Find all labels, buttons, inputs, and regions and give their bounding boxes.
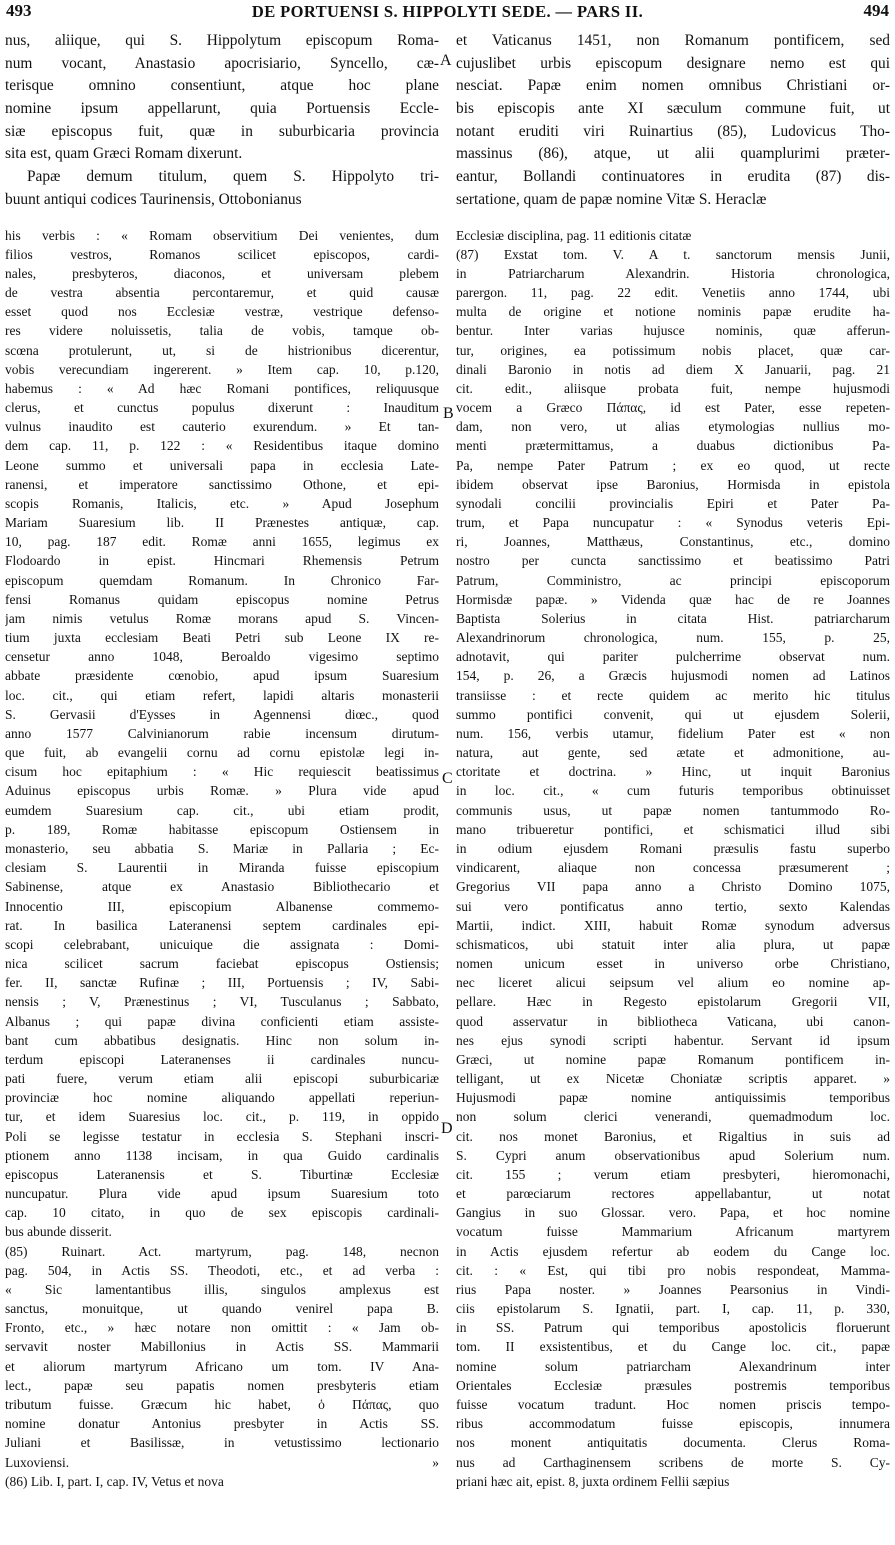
footnote-line: Fronto, etc., » hæc notare non omittit : « Jam ob- (5, 1320, 439, 1336)
margin-marker-c: C (442, 770, 453, 787)
footnote-line: Alexandrinorum chronologica, num. 155, p. 25, (456, 630, 890, 646)
footnote-line: priani hæc ait, epist. 8, juxta ordinem Fellii sæpius (456, 1473, 730, 1489)
footnote-line: nos monent antiquitatis documenta. Clerus Roma- (456, 1435, 890, 1451)
running-title: DE PORTUENSI S. HIPPOLYTI SEDE. — PARS II. (251, 2, 644, 21)
footnote-line: nes ejus synodi scripti habentur. Servant id ipsum (456, 1032, 890, 1048)
footnote-line: Aduinus episcopus urbis Romæ. » Plura vide apud (5, 783, 439, 799)
footnote-line: Leone summo et universali papa in ecclesia Late- (5, 457, 439, 473)
footnote-line: provinciæ hoc nomine aliquando appellati reperiun- (5, 1090, 439, 1106)
footnote-line: Hormisdæ papæ. » Videnda quæ hac de re Joannes (456, 591, 890, 607)
footnote-line: nus ad Carthaginensem scribens de morte S. Cy- (456, 1454, 890, 1470)
text-line: Papæ demum titulum, quem S. Hippolyto tri- (27, 168, 439, 186)
footnote-line: fuisse vocatum tradunt. Hoc nomen priscis tempo- (456, 1396, 890, 1412)
footnote-line: tom. II exsistentibus, et du Cange loc. cit., papæ (456, 1339, 890, 1355)
footnote-line: Gangius in suo Glossar. vero. Papa, et hoc nomine (456, 1205, 890, 1221)
footnote-line: bus abunde disserit. (5, 1224, 112, 1240)
footnote-line: Hujusmodi papæ nomine antiquissimis temporibus (456, 1090, 890, 1106)
footnote-line: nensis ; V, Prænestinus ; VI, Tusculanus ; Sabbato, (5, 994, 439, 1010)
page-number-left: 493 (6, 1, 32, 20)
footnote-line: in odium ejusdem Romani præsulis fastu superbo (456, 841, 890, 856)
left-column (5, 30, 439, 1491)
text-line: nus, aliique, qui S. Hippolytum episcopum Roma- (5, 32, 439, 49)
footnote-line: Mariam Suaresium lib. II Prænestes antiquæ, cap. (5, 515, 439, 531)
footnote-line: Juliani et Basilissæ, in vetustissimo lectionario (5, 1435, 439, 1451)
footnote-line: Sabinense, atque ex Anastasio Bibliothecario et (5, 879, 439, 895)
margin-marker-a: A (440, 52, 452, 69)
footnote-line: bant cum abbatibus designatis. Hinc non solum in- (5, 1032, 439, 1048)
footnote-line: « Sic lamentantibus illis, singulos amplexus est (5, 1281, 439, 1297)
footnote-line: vocatum fuisse Mammarium Africanum martyrem (456, 1224, 890, 1240)
footnote-line: mano tribueretur pontifici, et schismatici illud sibi (456, 821, 890, 837)
footnote-line: ptionem anno 1138 incisam, in qua Guido cardinalis (5, 1147, 439, 1163)
text-line: massinus (86), atque, ut alii quamplurimi præter- (456, 145, 890, 163)
footnote-line: loc. cit., qui etiam refert, lapidi altaris monasterii (5, 687, 439, 703)
footnote-line: menti prætermittamus, a duabus dictionibus Pa- (456, 438, 890, 454)
text-line: nesciat. Papæ enim nomen omnibus Christiani or- (456, 77, 890, 95)
footnote-line: pellare. Hæc in Regesto epistolarum Gregorii VII, (456, 994, 890, 1010)
margin-marker-b: B (443, 405, 454, 422)
footnote-line: parergon. 11, pag. 22 edit. Venetiis anno 1744, ubi (456, 285, 890, 301)
footnote-line: Martii, indict. XIII, habuit Romæ synodum adversus (456, 917, 890, 933)
footnote-line: cit. nos monet Baronius, et Rigaltius in suis ad (456, 1128, 890, 1144)
footnote-line: adnotavit, qui pariter pulcherrime observat num. (456, 649, 890, 665)
footnote-line: et aliorum martyrum Africano um tom. IV Ana- (5, 1358, 439, 1374)
footnote-line: non solum clerici venerandi, quemadmodum loc. (456, 1109, 890, 1125)
footnote-line: ri, Joannes, Matthæus, Constantinus, etc., domino (456, 534, 890, 550)
footnote-line: cisum hoc epitaphium : « Hic requiescit beatissimus (5, 764, 439, 780)
right-main-text (456, 30, 890, 212)
footnote-line: cit. 155 ; verum etiam presbyteri, hieromonachi, (456, 1166, 890, 1182)
left-main-text (5, 30, 439, 212)
margin-marker-d: D (441, 1120, 453, 1137)
footnote-line: ribus accommodatum fuisse episcopis, innumera (456, 1416, 890, 1432)
footnote-line: clerus, et cunctus populus dixerunt : Inauditum (5, 400, 439, 416)
text-line: sertatione, quam de papæ nomine Vitæ S. Heraclæ (456, 190, 767, 208)
footnote-line: tium juxta ecclesiam Beati Petri sub Leone IX re- (5, 630, 439, 646)
footnote-line: Baptista Solerius in citata Hist. patriarcharum (456, 610, 890, 626)
footnote-line: vulnus inaudito est cauterio exurendum. » Et tan- (5, 419, 439, 435)
footnote-line: bentur. Inter varias hujusce nominis, quæ afferun- (456, 323, 890, 339)
footnote-line: tur, origines, ea potissimum nobis placet, quæ car- (456, 342, 890, 358)
footnote-line: scœna protulerunt, ut, si de histrionibus dicerentur, (5, 342, 439, 358)
footnote-line: natura, aut gente, sed ætate et admonitione, au- (456, 745, 890, 761)
right-column (456, 30, 890, 1491)
footnote-line: censetur anno 1048, Beroaldo vigesimo septimo (5, 649, 439, 665)
footnote-line: rat. In basilica Lateranensi septem cardinales epi- (5, 917, 439, 933)
footnote-line: ciis epistolarum S. Ignatii, part. I, cap. 11, p. 330, (456, 1301, 890, 1317)
footnote-line: Ecclesiæ disciplina, pag. 11 editionis citatæ (456, 227, 692, 243)
footnote-line: 154, p. 26, a Græcis hujusmodi nomen ad Latinos (456, 668, 890, 684)
footnote-line: Orientales Ecclesiæ præsules postremis temporibus (456, 1377, 890, 1393)
footnote-line: que fuit, ab evangelii cornu ad cornu epistolæ legi in- (5, 745, 439, 761)
footnote-line: servavit noster Mabillonius in Actis SS. Mammarii (5, 1339, 439, 1355)
footnote-line: nostro per cuncta sanctissimo et beatissimo Patri (456, 553, 890, 569)
text-line: buunt antiqui codices Taurinensis, Ottobonianus (5, 190, 302, 208)
footnote-line: abbate præsidente cœnobio, apud ipsum Suaresium (5, 668, 439, 684)
footnote-line: in SS. Patrum qui temporibus apostolicis floruerunt (456, 1320, 890, 1336)
footnote-line: lect., papæ seu papatis nomen presbyteris etiam (5, 1377, 439, 1393)
footnote-line: tributum fuisse. Græcum hic habet, ὁ Πάπας, quo (5, 1396, 439, 1412)
footnote-line: multa de origine et notione nominis papæ erudite ha- (456, 304, 890, 320)
footnote-line: monasterio, seu abbatia S. Mariæ in Pallaria ; Ec- (5, 841, 439, 856)
footnote-line: (86) Lib. I, part. I, cap. IV, Vetus et nova (5, 1473, 224, 1489)
footnote-line: clesiam S. Laurentii in Miranda fuisse episcopium (5, 860, 439, 876)
footnote-line: Innocentio III, episcopium Albanense commemo- (5, 898, 439, 914)
footnote-line: terdum episcopi Lateranenses ii cardinales nuncu- (5, 1051, 439, 1067)
text-line: terisque omnino consentiunt, atque hoc plane (5, 77, 439, 95)
footnote-line: rius Papa noster. » Joannes Pearsonius in Vindi- (456, 1281, 890, 1297)
text-line: bis episcopis ante XI sæculum commune fuit, ut (456, 100, 890, 118)
footnote-line: anno 1577 Calvinianorum rabie incensum dirutum- (5, 725, 439, 741)
footnote-line: transiisse : et recte quidem ac merito hic titulus (456, 687, 890, 703)
text-line: sita est, quam Græci Romam dixerunt. (5, 145, 243, 163)
footnote-line: Pa, nempe Pater Patrum ; ex eo quod, ut recte (456, 457, 890, 473)
footnote-line: Græci, ut nomine papæ Romanum pontificem in- (456, 1051, 890, 1067)
footnote-line: tur, et idem Suaresius loc. cit., p. 119, in oppido (5, 1109, 439, 1125)
footnote-line: pag. 504, in Actis SS. Theodoti, etc., et ad verba : (5, 1262, 439, 1278)
footnote-line: nales, presbyteros, diaconos, et universam plebem (5, 265, 439, 281)
footnote-line: Poli se legisse testatur in ecclesia S. Stephani inscri- (5, 1128, 439, 1144)
text-line: cujuslibet urbis episcopum designare nemo est qui (456, 54, 890, 72)
footnote-line: fer. II, sanctæ Rufinæ ; III, Portuensis ; IV, Sabi- (5, 975, 439, 991)
footnote-line: (87) Exstat tom. V. A t. sanctorum mensis Junii, (456, 246, 890, 262)
text-line: num vocant, Anastasio apocrisiario, Syncello, cæ- (5, 54, 439, 72)
footnote-line: (85) Ruinart. Act. martyrum, pag. 148, necnon (5, 1243, 439, 1259)
footnote-line: summo pontifici convenit, qui ut ejusdem Solerii, (456, 706, 890, 722)
text-line: et Vaticanus 1451, non Romanum pontificem, sed (456, 32, 890, 49)
footnote-line: his verbis : « Romam observitium Dei venientes, dum (5, 227, 439, 243)
footnote-line: scopi celebrabant, unicuique die assignata : Domi- (5, 936, 439, 952)
footnote-line: et parœciarum rectores appellabantur, ut notat (456, 1186, 890, 1202)
footnote-line: episcopus Lateranensis et S. Tiburtinæ Ecclesiæ (5, 1166, 439, 1182)
footnote-line: cit. edit., aliisque probata fuit, nempe hujusmodi (456, 380, 890, 396)
footnote-line: 10, pag. 187 edit. Romæ anni 1655, legimus ex (5, 534, 439, 550)
footnote-line: communis usus, ut papæ nomen tantummodo Ro- (456, 802, 890, 818)
footnote-line: nomine solum patriarcham Alexandrinum inter (456, 1358, 890, 1374)
footnote-line: ctoritate et doctrina. » Hinc, ut inquit Baronius (456, 764, 890, 780)
footnote-line: scopis Romanis, Italicis, etc. » Apud Josephum (5, 495, 439, 511)
footnote-line: sui vero pontificatus anno tertio, sexto Kalendas (456, 898, 890, 914)
footnote-line: quod asservatur in bibliotheca Vaticana, ubi canon- (456, 1013, 890, 1029)
footnote-line: cap. 10 citato, in quo de sex episcopis cardinali- (5, 1205, 439, 1221)
footnote-line: sanctus, monuitque, ut quando venirel papa B. (5, 1301, 439, 1317)
footnote-line: Luxoviensi. » (5, 1454, 439, 1470)
footnote-line: nica scilicet sacrum faciebat episcopus Ostiensis; (5, 956, 439, 972)
footnote-line: nomine donatur Antonius presbyter in Actis SS. (5, 1416, 439, 1432)
footnote-line: in Patriarcharum Alexandrin. Historia chronologica, (456, 265, 890, 281)
page-number-right: 494 (863, 1, 889, 20)
footnote-line: num. 156, verbis utamur, fidelium Pater est « non (456, 725, 890, 741)
footnote-line: ranensi, et imperatore sanctissimo Othone, et epi- (5, 476, 439, 492)
footnote-line: ibidem observat ipse Baronius, Hormisda in epistola (456, 476, 890, 492)
footnote-line: Patrum, Comministro, ac principi episcoporum (456, 572, 890, 588)
text-line: eantur, Bollandi continuatores in erudita (87) dis- (456, 168, 890, 186)
footnote-line: telligant, ut ex Nicetæ Choniatæ scriptis apparet. » (456, 1071, 890, 1087)
footnote-line: schismaticos, ubi statuit inter alia plura, ut papæ (456, 936, 890, 952)
footnote-line: in Actis ejusdem refertur ab eodem du Cange loc. (456, 1243, 890, 1259)
footnote-line: fensi Romanus quidam episcopus nomine Petrus (5, 591, 439, 607)
footnote-line: de vestra absentia percontaremur, et quid causæ (5, 285, 439, 301)
footnote-line: vindicarent, aliaque non concessa præsumerent ; (456, 860, 890, 876)
footnote-line: cit. : « Est, qui tibi pro nobis respondeat, Mamma- (456, 1262, 890, 1278)
footnote-line: pati fuere, verum etiam alii episcopi suburbicariæ (5, 1071, 439, 1087)
footnote-line: nomen unicum esset in universo orbe Christiano, (456, 956, 890, 972)
footnote-line: in loc. cit., « cum futuris temporibus obtinuisset (456, 783, 890, 799)
left-notes-text (5, 226, 439, 1491)
footnote-line: vocem a Græco Πάπας, id est Pater, esse repeten- (456, 400, 890, 416)
column-separator (456, 212, 890, 226)
footnote-line: filios vestros, Romanos scilicet episcopos, cardi- (5, 246, 439, 262)
footnote-line: nec liceret alicui seipsum vel alium eo nomine ap- (456, 975, 890, 991)
footnote-line: esset quod nos Ecclesiæ vestræ, vestrique defenso- (5, 304, 439, 320)
footnote-line: episcopum quemdam Romanum. In Chronico Far- (5, 572, 439, 588)
footnote-line: eumdem Suaresium cap. cit., ubi etiam prodit, (5, 802, 439, 818)
footnote-line: vobis verecundiam ingererent. » Item cap. 10, p.120, (5, 361, 439, 377)
footnote-line: dam, non vero, ut alias etymologias nullius mo- (456, 419, 890, 435)
text-line: siæ episcopus fuit, quæ in suburbicaria provincia (5, 122, 439, 140)
right-notes-text (456, 226, 890, 1491)
footnote-line: res videre noluissetis, talia de vobis, tamque ob- (5, 323, 439, 339)
footnote-line: jam nimis vetulus Romæ morans apud S. Vincen- (5, 610, 439, 626)
footnote-line: trum, et Papa nuncupatur : « Synodus veteris Epi- (456, 515, 890, 531)
footnote-line: nuncupatur. Plura vide apud ipsum Suaresium toto (5, 1186, 439, 1202)
text-line: notant eruditi viri Ruinartius (85), Ludovicus Tho- (456, 122, 890, 140)
column-separator (5, 212, 439, 226)
footnote-line: dinali Baronio in notis ad diem X Januarii, pag. 21 (456, 361, 890, 377)
text-line: nomine ipsum appellarunt, quia Portuensis Eccle- (5, 100, 439, 118)
footnote-line: dem cap. 11, p. 122 : « Residentibus itaque domino (5, 438, 439, 454)
footnote-line: S. Cypri anum observationibus apud Solerium num. (456, 1147, 890, 1163)
footnote-line: habemus : « Ad hæc Romani pontifices, reliquusque (5, 380, 439, 396)
footnote-line: S. Gervasii d'Eysses in Agennensi diœc., quod (5, 706, 439, 722)
footnote-line: synodali concilii provincialis Epiri et Pater Pa- (456, 495, 890, 511)
footnote-line: Gregorius VII papa anno a Christo Domino 1075, (456, 879, 890, 895)
footnote-line: p. 189, Romæ habitasse episcopum Ostiensem in (5, 821, 439, 837)
footnote-line: Albanus ; qui papæ divina conficienti etiam assiste- (5, 1013, 439, 1029)
running-header (0, 0, 895, 28)
footnote-line: Flodoardo in epist. Hincmari Rhemensis Petrum (5, 553, 439, 569)
